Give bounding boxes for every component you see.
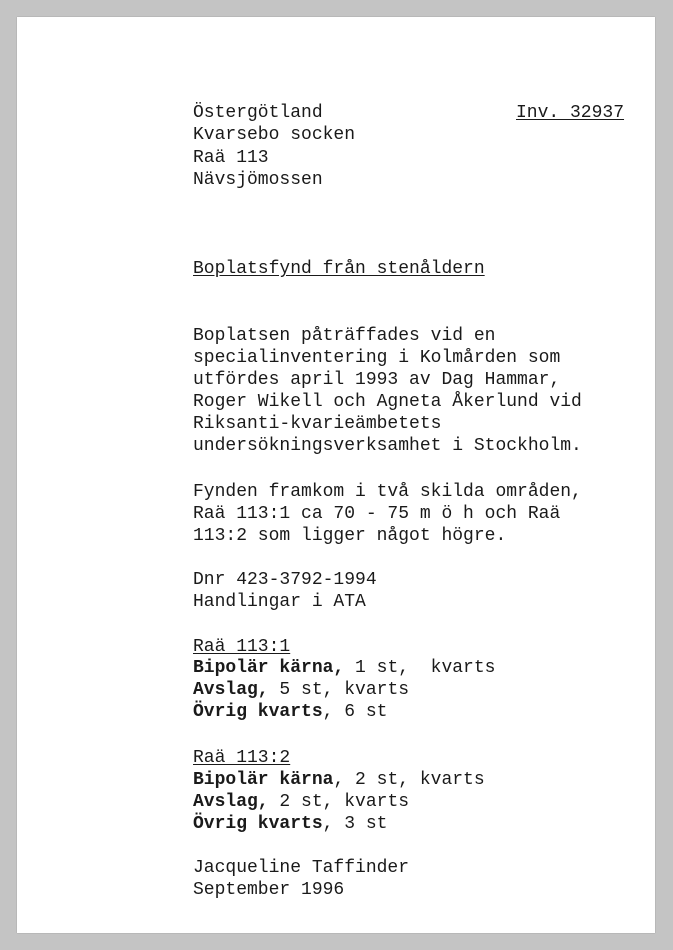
site1-item <box>193 701 387 723</box>
item-detail: , 6 st <box>322 702 388 722</box>
finds-line: Raä 113:1 ca 70 - 75 m ö h och Raä <box>193 504 561 524</box>
site1-heading: Raä 113:1 <box>193 637 291 657</box>
item-label: Avslag, <box>193 680 269 700</box>
site1-item <box>193 679 409 701</box>
intro-line: undersökningsverksamhet i Stockholm. <box>193 436 582 456</box>
intro-line: Boplatsen påträffades vid en <box>193 326 496 346</box>
author-line: Jacqueline Taffinder <box>193 858 410 878</box>
finds-line: 113:2 som ligger något högre. <box>193 526 507 546</box>
item-detail: 5 st, kvarts <box>268 680 410 700</box>
site2-item <box>193 791 409 813</box>
item-detail: 1 st, kvarts <box>344 658 496 678</box>
item-label: Avslag, <box>193 792 269 812</box>
intro-line: Roger Wikell och Agneta Åkerlund vid <box>193 392 582 412</box>
intro-line: specialinventering i Kolmården som <box>193 348 561 368</box>
item-label: Bipolär kärna, <box>193 658 345 678</box>
site2-item <box>193 813 387 835</box>
item-detail: , 3 st <box>322 814 388 834</box>
region-line: Östergötland <box>193 103 323 123</box>
date-line: September 1996 <box>193 880 345 900</box>
parish-line: Kvarsebo socken <box>193 125 356 145</box>
inventory-number: Inv. 32937 <box>516 103 625 123</box>
rae-line: Raä 113 <box>193 148 269 168</box>
site2-item <box>193 769 485 791</box>
dnr-line: Dnr 423-3792-1994 <box>193 570 377 590</box>
item-label: Övrig kvarts <box>193 702 323 722</box>
item-label: Bipolär kärna <box>193 770 334 790</box>
site1-item <box>193 657 495 679</box>
archive-line: Handlingar i ATA <box>193 592 366 612</box>
item-detail: , 2 st, kvarts <box>333 770 485 790</box>
place-line: Nävsjömossen <box>193 170 323 190</box>
item-detail: 2 st, kvarts <box>268 792 410 812</box>
site2-heading: Raä 113:2 <box>193 748 291 768</box>
finds-line: Fynden framkom i två skilda områden, <box>193 482 582 502</box>
document-title: Boplatsfynd från stenåldern <box>193 259 485 279</box>
intro-line: Riksanti-kvarieämbetets <box>193 414 442 434</box>
intro-line: utfördes april 1993 av Dag Hammar, <box>193 370 561 390</box>
item-label: Övrig kvarts <box>193 814 323 834</box>
